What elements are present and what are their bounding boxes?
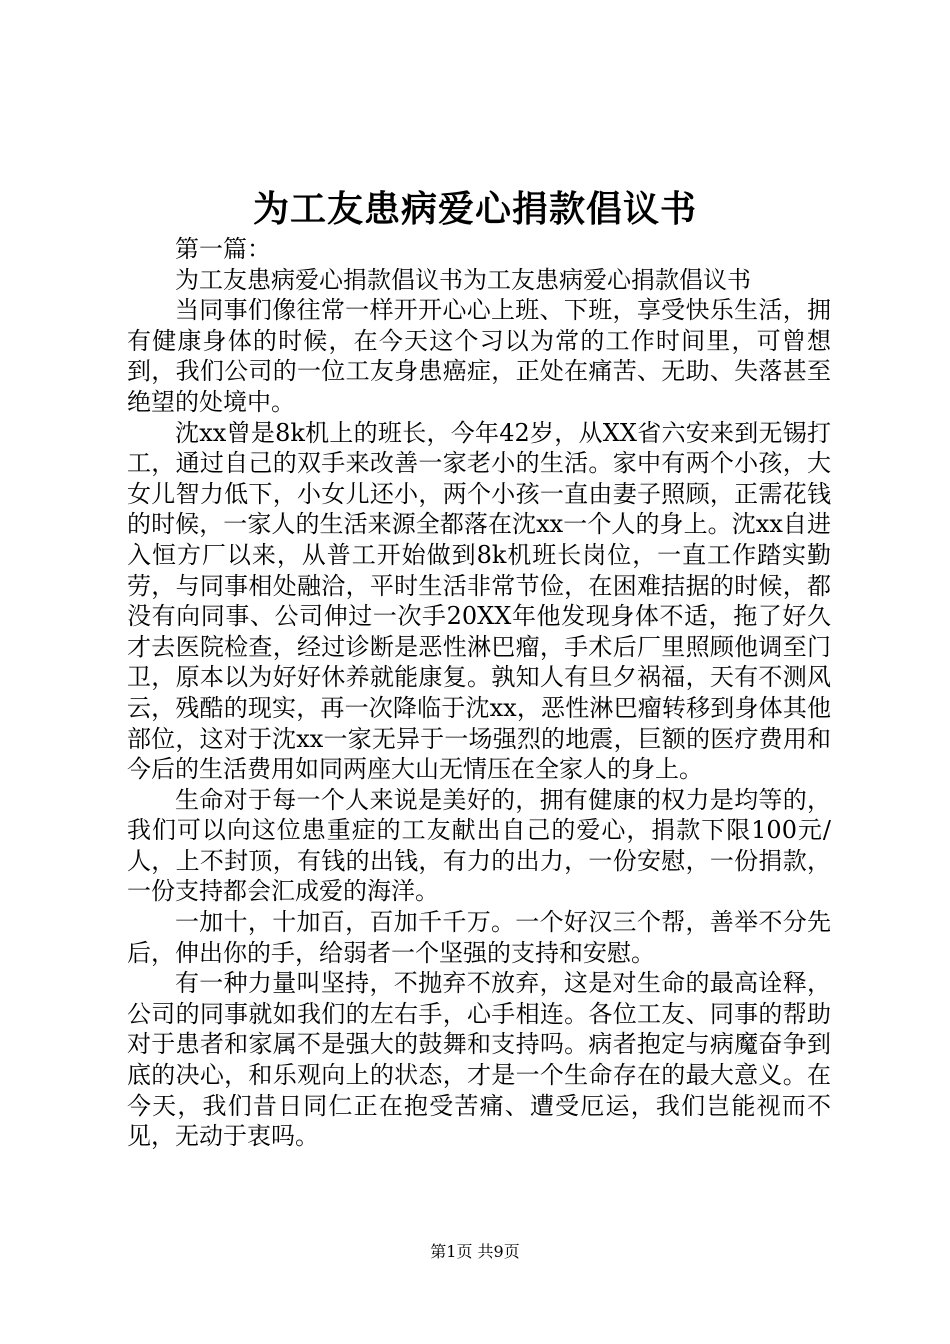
page-footer: 第1页 共9页 — [430, 1242, 520, 1261]
body-paragraph: 生命对于每一个人来说是美好的，拥有健康的权力是均等的，我们可以向这位患重症的工友献出自己的爱心，捐款下限100元/人，上不封顶，有钱的出钱，有力的出力，一份安慰，一份捐款，一份支持都会汇成爱的海洋。 — [127, 785, 831, 906]
document-title: 为工友患病爱心捐款倡议书 — [252, 188, 697, 230]
body-paragraph: 有一种力量叫坚持，不抛弃不放弃，这是对生命的最高诠释，公司的同事就如我们的左右手，心手相连。各位工友、同事的帮助对于患者和家属不是强大的鼓舞和支持吗。病者抱定与病魔奋争到底的决心，和乐观向上的状态，才是一个生命存在的最大意义。在今天，我们昔日同仁正在抱受苦痛、遭受厄运，我们岂能视而不见，无动于衷吗。 — [127, 969, 831, 1151]
subtitle-paragraph: 为工友患病爱心捐款倡议书为工友患病爱心捐款倡议书 — [175, 265, 751, 294]
body-paragraph: 沈xx曾是8k机上的班长，今年42岁，从XX省六安来到无锡打工，通过自己的双手来改善一家老小的生活。家中有两个小孩，大女儿智力低下，小女儿还小，两个小孩一直由妻子照顾，正需花钱的时候，一家人的生活来源全都落在沈xx一个人的身上。沈xx自进入恒方厂以来，从普工开始做到8k机班长岗位，一直工作踏实勤劳，与同事相处融洽，平时生活非常节俭，在困难拮据的时候，都没有向同事、公司伸过一次手20XX年他发现身体不适，拖了好久才去医院检查，经过诊断是恶性淋巴瘤，手术后厂里照顾他调至门卫，原本以为好好休养就能康复。孰知人有旦夕祸福，天有不测风云，残酷的现实，再一次降临于沈xx，恶性淋巴瘤转移到身体其他部位，这对于沈xx一家无异于一场强烈的地震，巨额的医疗费用和今后的生活费用如同两座大山无情压在全家人的身上。 — [127, 418, 831, 784]
body-paragraph: 一加十，十加百，百加千千万。一个好汉三个帮，善举不分先后，伸出你的手，给弱者一个坚强的支持和安慰。 — [127, 908, 831, 967]
section-heading: 第一篇： — [175, 235, 271, 263]
body-paragraph: 当同事们像往常一样开开心心上班、下班，享受快乐生活，拥有健康身体的时候，在今天这个习以为常的工作时间里，可曾想到，我们公司的一位工友身患癌症，正处在痛苦、无助、失落甚至绝望的处境中。 — [127, 296, 831, 416]
document-body — [127, 234, 831, 1152]
